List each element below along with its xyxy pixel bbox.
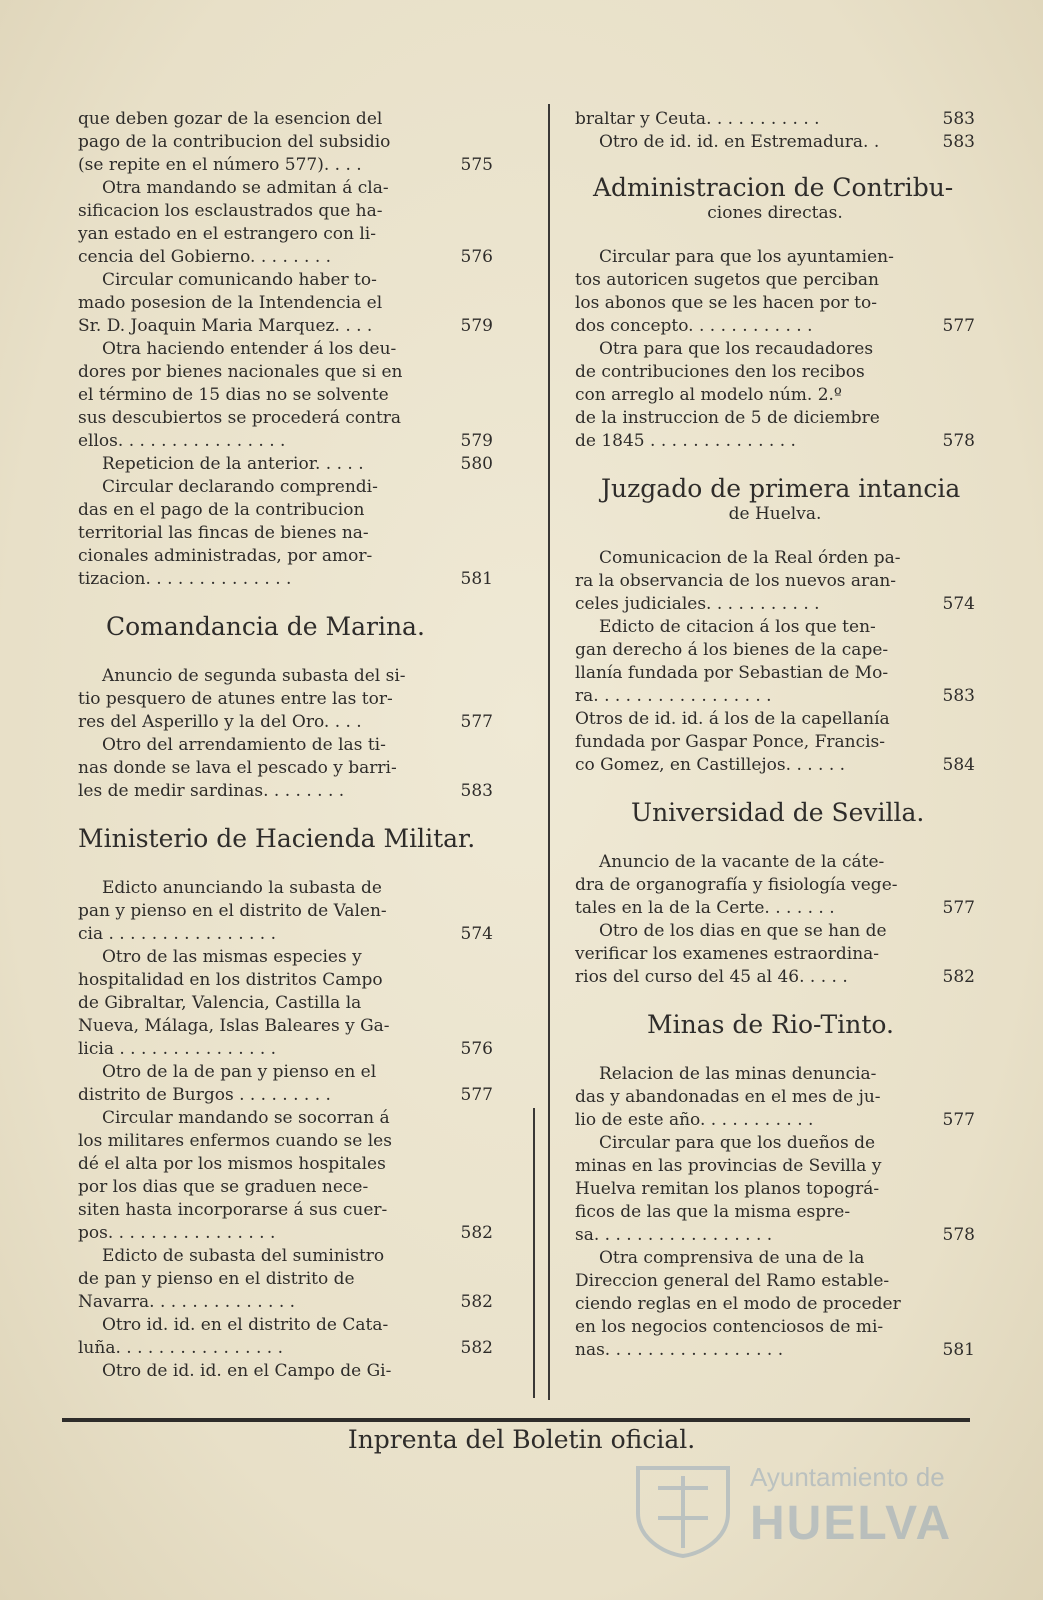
- text-line: Otra comprensiva de una de la: [599, 1248, 865, 1268]
- text-line: tio pesquero de atunes entre las tor-: [78, 689, 393, 709]
- text-line: ciendo reglas en el modo de proceder: [575, 1294, 901, 1314]
- text-line: Edicto anunciando la subasta de: [102, 878, 382, 898]
- text-line: Otro de las mismas especies y: [102, 947, 362, 967]
- watermark-text: HUELVA: [750, 1497, 953, 1550]
- page-number: 582: [460, 1292, 493, 1312]
- text-line: tos autoricen sugetos que perciban: [575, 270, 879, 290]
- text-line: que deben gozar de la esencion del: [78, 109, 383, 129]
- left-column: [78, 108, 493, 1383]
- text-line: de contribuciones den los recibos: [575, 362, 865, 382]
- page-number: 583: [460, 781, 493, 801]
- text-line: en los negocios contenciosos de mi-: [575, 1317, 884, 1337]
- page-number: 582: [460, 1223, 493, 1243]
- text-line: los abonos que se les hacen por to-: [575, 293, 877, 313]
- index-entry: sa. . . . . . . . . . . . . . . . . 578: [575, 1225, 975, 1245]
- section-heading: Administracion de Contribu- ciones directas.: [575, 172, 975, 224]
- index-entry: de 1845 . . . . . . . . . . . . . . 578: [575, 431, 975, 451]
- index-entry: luña. . . . . . . . . . . . . . . . 582: [78, 1338, 493, 1358]
- index-entry: lio de este año. . . . . . . . . . . 577: [575, 1110, 975, 1130]
- text-line: Otro de la de pan y pienso en el: [102, 1062, 377, 1082]
- text-line: dores por bienes nacionales que si en: [78, 362, 403, 382]
- index-entry: ellos. . . . . . . . . . . . . . . . 579: [78, 431, 493, 451]
- index-entry: rios del curso del 45 al 46. . . . . 582: [575, 967, 975, 987]
- text-line: por los dias que se graduen nece-: [78, 1177, 369, 1197]
- text-line: siten hasta incorporarse á sus cuer-: [78, 1200, 388, 1220]
- text-line: Otro del arrendamiento de las ti-: [102, 735, 386, 755]
- text-line: Huelva remitan los planos topográ-: [575, 1179, 880, 1199]
- text-line: nas donde se lava el pescado y barri-: [78, 758, 397, 778]
- page-number: 578: [942, 431, 975, 451]
- section-subheading: de Huelva.: [728, 504, 822, 524]
- text-line: los militares enfermos cuando se les: [78, 1131, 392, 1151]
- page-number: 584: [942, 755, 975, 775]
- page-number: 576: [460, 1039, 493, 1059]
- page-number: 583: [942, 686, 975, 706]
- text-line: con arreglo al modelo núm. 2.º: [575, 385, 842, 405]
- text-line: Otro id. id. en el distrito de Cata-: [102, 1315, 389, 1335]
- text-line: das en el pago de la contribucion: [78, 500, 365, 520]
- page-number: 576: [460, 247, 493, 267]
- text-line: Edicto de subasta del suministro: [102, 1246, 385, 1266]
- right-column: [575, 108, 975, 1362]
- text-line: yan estado en el estrangero con li-: [78, 224, 376, 244]
- text-line: fundada por Gaspar Ponce, Francis-: [575, 732, 886, 752]
- column-divider: [548, 104, 550, 1400]
- text-line: Otros de id. id. á los de la capellanía: [575, 709, 890, 729]
- entry-block: [78, 108, 493, 154]
- index-entry: res del Asperillo y la del Oro. . . . 577: [78, 712, 493, 732]
- section-heading: Universidad de Sevilla.: [631, 798, 925, 827]
- text-line: Otro de id. id. en el Campo de Gi-: [102, 1361, 392, 1381]
- page-number: 575: [460, 155, 493, 175]
- page-number: 582: [942, 967, 975, 987]
- printer-imprint: Inprenta del Boletin oficial.: [347, 1425, 696, 1454]
- text-line: hospitalidad en los distritos Campo: [78, 970, 383, 990]
- text-line: Otra mandando se admitan á cla-: [102, 178, 389, 198]
- watermark-text: Ayuntamiento de: [750, 1462, 945, 1492]
- text-line: mado posesion de la Intendencia el: [78, 293, 383, 313]
- page-number: 583: [942, 132, 975, 152]
- index-entry: Repeticion de la anterior. . . . . 580: [102, 454, 493, 474]
- text-line: gan derecho á los bienes de la cape-: [575, 640, 889, 660]
- text-line: Circular declarando comprendi-: [102, 477, 378, 497]
- section-subheading: ciones directas.: [707, 203, 843, 223]
- text-line: Circular comunicando haber to-: [102, 270, 377, 290]
- footer-rule: [62, 1418, 970, 1422]
- page-number: 580: [460, 454, 493, 474]
- text-line: das y abandonadas en el mes de ju-: [575, 1087, 881, 1107]
- text-line: ficos de las que la misma espre-: [575, 1202, 851, 1222]
- index-entry: cia . . . . . . . . . . . . . . . . 574: [78, 924, 493, 944]
- index-entry: cencia del Gobierno. . . . . . . . 576: [78, 247, 493, 267]
- index-entry: dos concepto. . . . . . . . . . . . 577: [575, 316, 975, 336]
- text-line: Circular para que los dueños de: [599, 1133, 876, 1153]
- text-line: sificacion los esclaustrados que ha-: [78, 201, 383, 221]
- section-heading: Ministerio de Hacienda Militar.: [78, 824, 476, 853]
- watermark: [628, 1452, 968, 1562]
- page-number: 577: [942, 898, 975, 918]
- section-heading: Minas de Rio-Tinto.: [647, 1010, 894, 1039]
- text-line: cionales administradas, por amor-: [78, 546, 373, 566]
- index-entry: distrito de Burgos . . . . . . . . . 577: [78, 1085, 493, 1105]
- text-line: Relacion de las minas denuncia-: [599, 1064, 877, 1084]
- section-heading: Comandancia de Marina.: [106, 612, 425, 641]
- index-entry: Otro de id. id. en Estremadura. . 583: [599, 132, 975, 152]
- index-entry: tales en la de la Certe. . . . . . . 577: [575, 898, 975, 918]
- index-entry: Sr. D. Joaquin Maria Marquez. . . . 579: [78, 316, 493, 336]
- page-number: 577: [942, 1110, 975, 1130]
- text-line: ra la observancia de los nuevos aran-: [575, 571, 897, 591]
- text-line: minas en las provincias de Sevilla y: [575, 1156, 882, 1176]
- text-line: de pan y pienso en el distrito de: [78, 1269, 355, 1289]
- text-line: Circular para que los ayuntamien-: [599, 247, 894, 267]
- page-number: 577: [460, 712, 493, 732]
- page-number: 581: [460, 569, 493, 589]
- text-line: Direccion general del Ramo estable-: [575, 1271, 890, 1291]
- index-entry: co Gomez, en Castillejos. . . . . . 584: [575, 755, 975, 775]
- text-line: Comunicacion de la Real órden pa-: [599, 548, 901, 568]
- page-number: 574: [460, 924, 493, 944]
- index-entry: nas. . . . . . . . . . . . . . . . . 581: [575, 1340, 975, 1360]
- page-number: 583: [942, 109, 975, 129]
- section-heading: Juzgado de primera intancia de Huelva.: [575, 473, 975, 525]
- text-line: pago de la contribucion del subsidio: [78, 132, 391, 152]
- text-line: territorial las fincas de bienes na-: [78, 523, 369, 543]
- text-line: dra de organografía y fisiología vege-: [575, 875, 898, 895]
- index-entry: pos. . . . . . . . . . . . . . . . 582: [78, 1223, 493, 1243]
- index-entry: Navarra. . . . . . . . . . . . . . 582: [78, 1292, 493, 1312]
- index-entry: braltar y Ceuta. . . . . . . . . . . 583: [575, 109, 975, 129]
- index-entry: tizacion. . . . . . . . . . . . . . 581: [78, 569, 493, 589]
- page-number: 579: [460, 431, 493, 451]
- page-number: 577: [942, 316, 975, 336]
- index-entry: (se repite en el número 577). . . . 575: [78, 155, 493, 175]
- text-line: pan y pienso en el distrito de Valen-: [78, 901, 387, 921]
- page-number: 578: [942, 1225, 975, 1245]
- text-line: dé el alta por los mismos hospitales: [78, 1154, 386, 1174]
- text-line: de la instruccion de 5 de diciembre: [575, 408, 880, 428]
- text-line: el término de 15 dias no se solvente: [78, 385, 389, 405]
- text-line: Otra haciendo entender á los deu-: [102, 339, 397, 359]
- text-line: verificar los examenes estraordina-: [575, 944, 880, 964]
- page-number: 582: [460, 1338, 493, 1358]
- text-line: llanía fundada por Sebastian de Mo-: [575, 663, 889, 683]
- page-number: 577: [460, 1085, 493, 1105]
- index-entry: ra. . . . . . . . . . . . . . . . . 583: [575, 686, 975, 706]
- text-line: Anuncio de segunda subasta del si-: [102, 666, 406, 686]
- text-line: Circular mandando se socorran á: [102, 1108, 390, 1128]
- page-number: 574: [942, 594, 975, 614]
- index-entry: licia . . . . . . . . . . . . . . . 576: [78, 1039, 493, 1059]
- page-number: 581: [942, 1340, 975, 1360]
- index-entry: celes judiciales. . . . . . . . . . . 574: [575, 594, 975, 614]
- text-line: Edicto de citacion á los que ten-: [599, 617, 876, 637]
- coat-of-arms-icon: [628, 1458, 738, 1558]
- text-line: Nueva, Málaga, Islas Baleares y Ga-: [78, 1016, 390, 1036]
- text-line: de Gibraltar, Valencia, Castilla la: [78, 993, 362, 1013]
- column-divider: [533, 1108, 535, 1398]
- text-line: Otro de los dias en que se han de: [599, 921, 887, 941]
- page-number: 579: [460, 316, 493, 336]
- text-line: sus descubiertos se procederá contra: [78, 408, 402, 428]
- text-line: Otra para que los recaudadores: [599, 339, 874, 359]
- text-line: Anuncio de la vacante de la cáte-: [599, 852, 885, 872]
- index-entry: les de medir sardinas. . . . . . . . 583: [78, 781, 493, 801]
